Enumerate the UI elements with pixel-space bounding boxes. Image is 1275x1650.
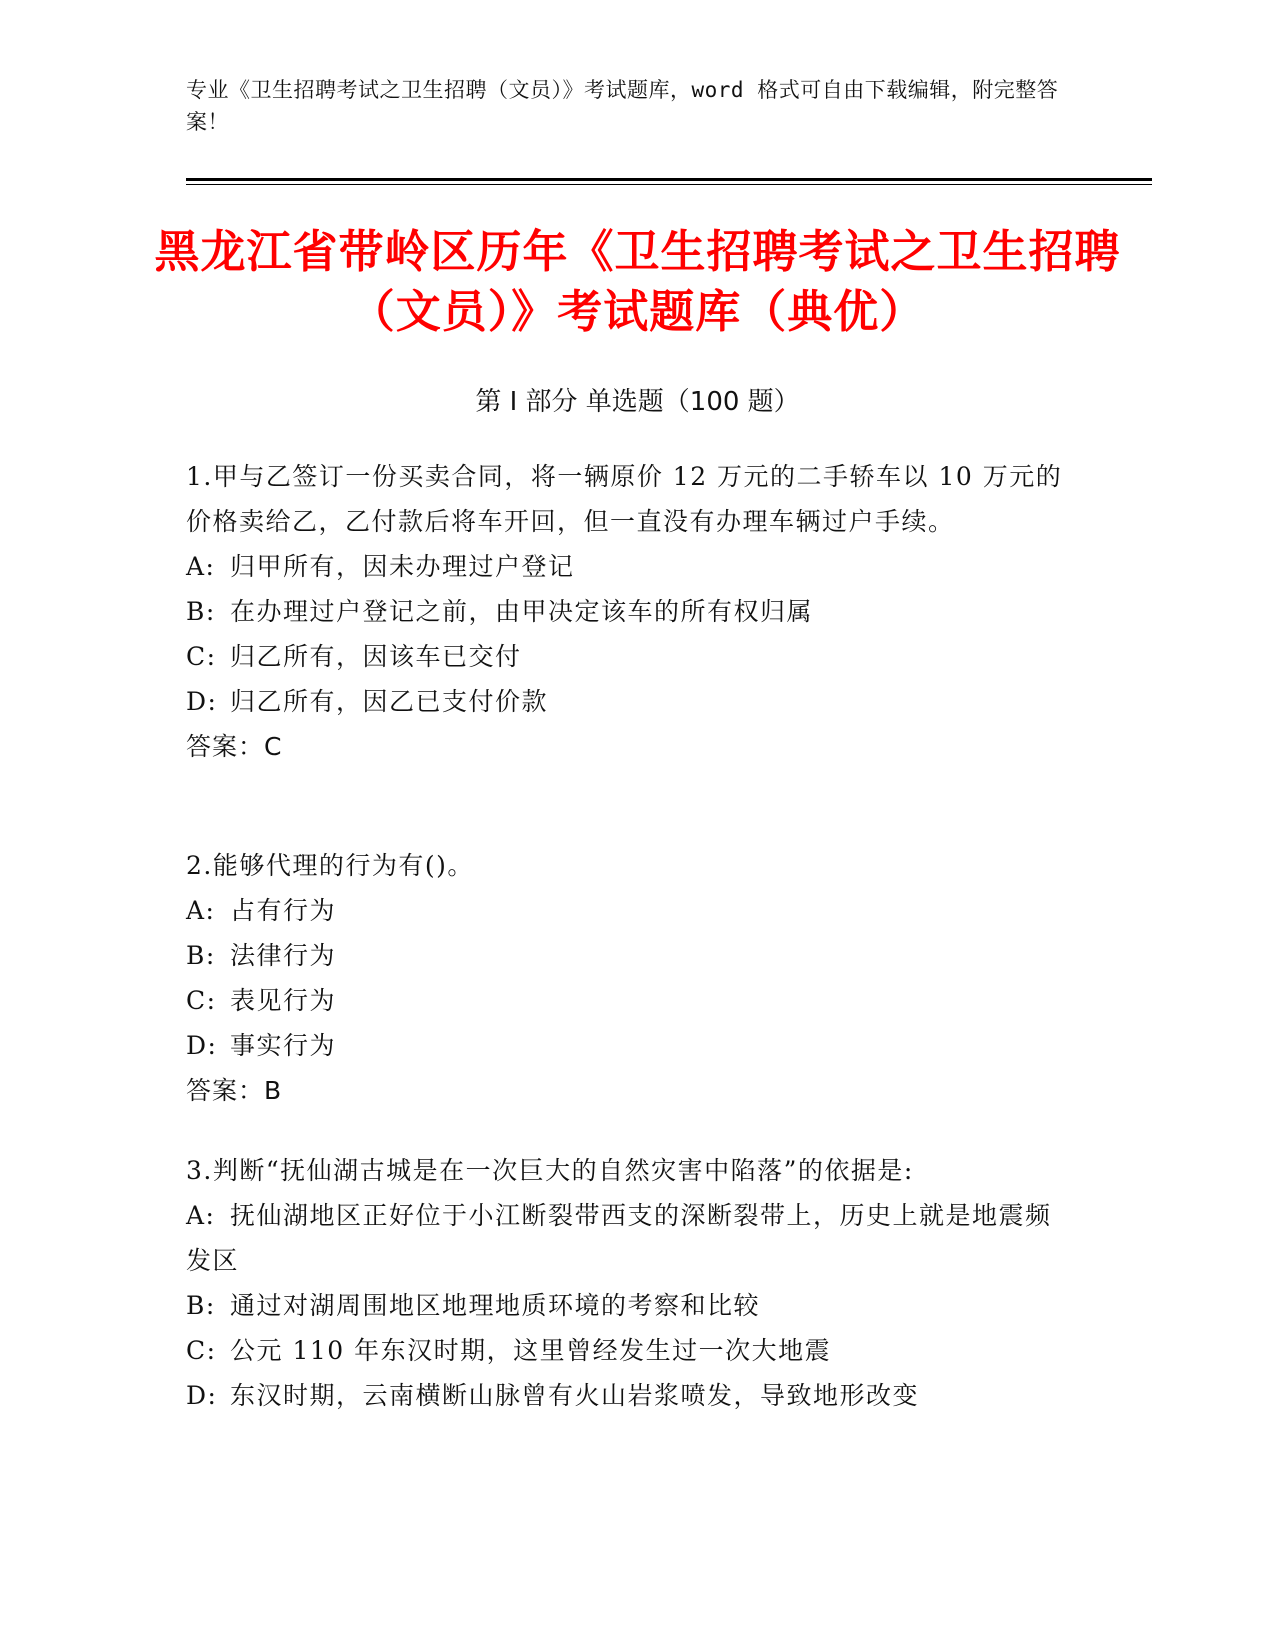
option-b bbox=[186, 589, 1066, 634]
question-3 bbox=[186, 1148, 1066, 1418]
option-c bbox=[186, 1328, 1066, 1373]
option-key: C: bbox=[186, 986, 217, 1015]
question-2 bbox=[186, 843, 1066, 1113]
option-text: 占有行为 bbox=[230, 896, 337, 925]
option-key: A: bbox=[186, 552, 216, 581]
option-text: 归乙所有，因乙已支付价款 bbox=[230, 687, 549, 716]
option-text: 在办理过户登记之前，由甲决定该车的所有权归属 bbox=[230, 597, 814, 626]
option-d bbox=[186, 679, 1066, 724]
option-d bbox=[186, 1023, 1066, 1068]
header-note: 专业《卫生招聘考试之卫生招聘（文员）》考试题库，word 格式可自由下载编辑，附完整答案！ bbox=[186, 78, 1059, 134]
option-key: A: bbox=[186, 896, 216, 925]
option-a bbox=[186, 1193, 1066, 1283]
option-key: C: bbox=[186, 1336, 217, 1365]
header-divider-thin bbox=[186, 184, 1152, 185]
answer-line: 答案：C bbox=[186, 732, 283, 761]
option-text: 通过对湖周围地区地理地质环境的考察和比较 bbox=[230, 1291, 761, 1320]
option-text: 表见行为 bbox=[230, 986, 337, 1015]
option-a bbox=[186, 544, 1066, 589]
option-text: 事实行为 bbox=[230, 1031, 337, 1060]
option-text: 归甲所有，因未办理过户登记 bbox=[230, 552, 575, 581]
option-c bbox=[186, 634, 1066, 679]
option-text: 抚仙湖地区正好位于小江断裂带西支的深断裂带上，历史上就是地震频发区 bbox=[186, 1201, 1052, 1275]
option-b bbox=[186, 933, 1066, 978]
option-text: 法律行为 bbox=[230, 941, 337, 970]
option-text: 东汉时期，云南横断山脉曾有火山岩浆喷发，导致地形改变 bbox=[230, 1381, 920, 1410]
option-text: 归乙所有，因该车已交付 bbox=[230, 642, 522, 671]
option-key: D: bbox=[186, 1031, 218, 1060]
option-key: B: bbox=[186, 1291, 216, 1320]
document-title: 黑龙江省带岭区历年《卫生招聘考试之卫生招聘（文员）》考试题库（典优） bbox=[154, 225, 1121, 338]
question-stem: 3.判断“抚仙湖古城是在一次巨大的自然灾害中陷落”的依据是: bbox=[186, 1156, 914, 1185]
option-a bbox=[186, 888, 1066, 933]
option-key: D: bbox=[186, 687, 218, 716]
option-key: A: bbox=[186, 1201, 216, 1230]
answer-line: 答案：B bbox=[186, 1076, 283, 1105]
option-key: C: bbox=[186, 642, 217, 671]
question-stem: 2.能够代理的行为有()。 bbox=[186, 851, 474, 880]
option-key: B: bbox=[186, 941, 216, 970]
option-key: D: bbox=[186, 1381, 218, 1410]
option-c bbox=[186, 978, 1066, 1023]
option-b bbox=[186, 1283, 1066, 1328]
question-1 bbox=[186, 454, 1066, 769]
option-key: B: bbox=[186, 597, 216, 626]
question-stem: 1.甲与乙签订一份买卖合同，将一辆原价 12 万元的二手轿车以 10 万元的价格卖给乙，乙付款后将车开回，但一直没有办理车辆过户手续。 bbox=[186, 462, 1063, 536]
section-heading: 第 I 部分 单选题（100 题） bbox=[475, 387, 800, 417]
header-divider-thick bbox=[186, 178, 1152, 181]
option-d bbox=[186, 1373, 1066, 1418]
option-text: 公元 110 年东汉时期，这里曾经发生过一次大地震 bbox=[230, 1336, 832, 1365]
